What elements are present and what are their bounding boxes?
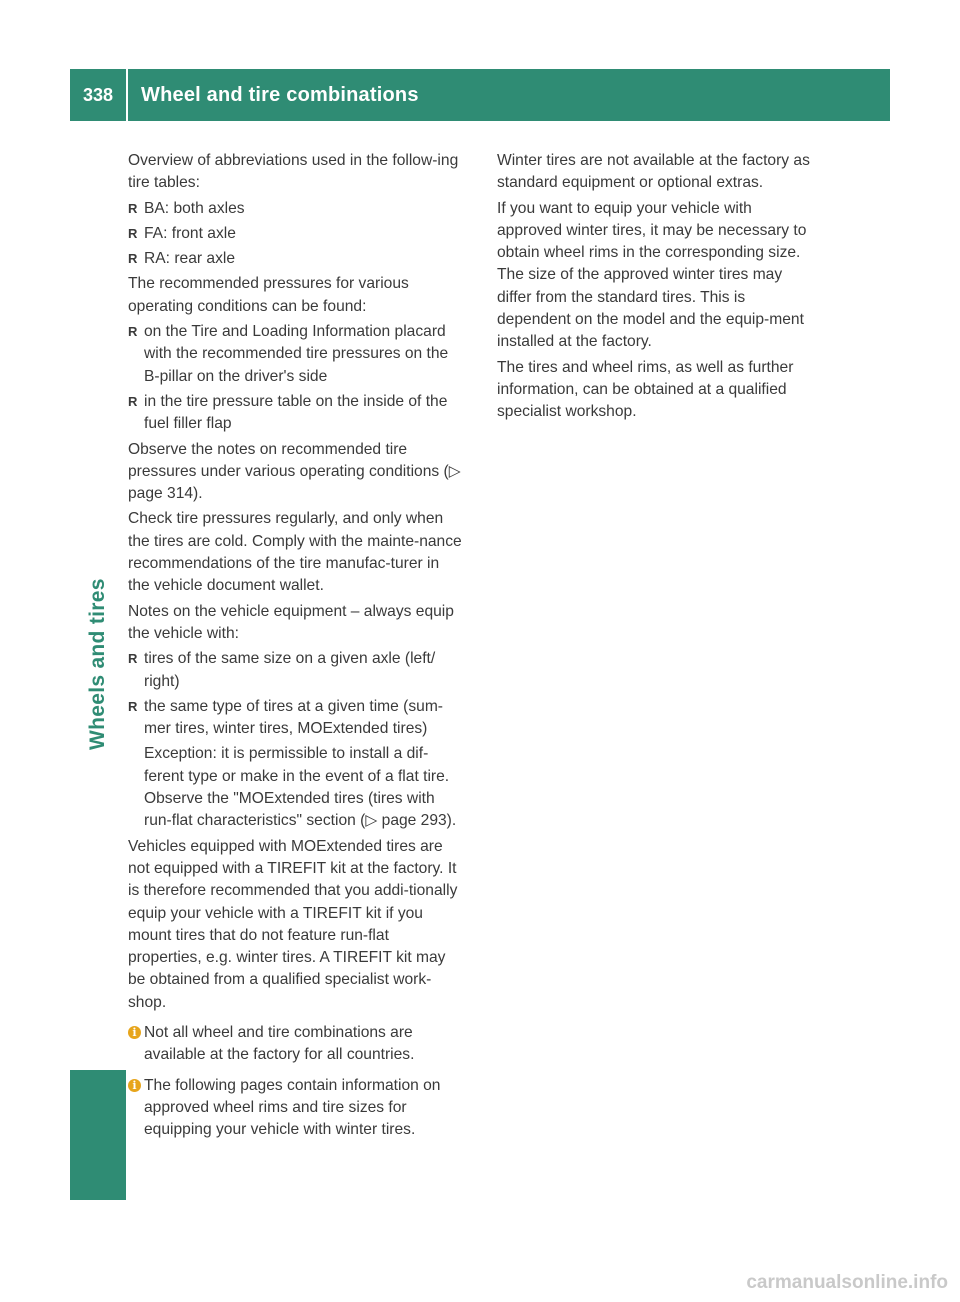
- list-item: R tires of the same size on a given axle (left/ right): [128, 650, 436, 690]
- list-item: R BA: both axles: [128, 198, 462, 220]
- list-item: R in the tire pressure table on the inside of the fuel filler flap: [128, 392, 448, 433]
- bullet-icon: R: [128, 698, 138, 714]
- bullet-icon: R: [128, 251, 138, 267]
- equipment-intro: Notes on the vehicle equipment – always equip the vehicle with:: [128, 602, 454, 642]
- header-divider: [126, 69, 128, 121]
- moextended-paragraph: Vehicles equipped with MOExtended tires are not equipped with a TIREFIT kit at the factory. It is therefore recommended that you addi-tionally equip your vehicle with a TIREFIT kit if you mount tires that do not feature run-flat properties, e.g. winter tires. A TIREFIT kit may be obtained from a qualified specialist work-shop.: [128, 837, 458, 1011]
- equipment-list: [128, 648, 462, 740]
- left-column: [128, 150, 462, 1144]
- bullet-icon: R: [128, 225, 138, 241]
- winter-equip-paragraph: If you want to equip your vehicle with approved winter tires, it may be necessary to obtain wheel rims in the corresponding size. The size of the approved winter tires may differ from the standard tires. This is dependent on the model and the equip-ment installed at the factory.: [497, 199, 807, 351]
- section-side-label-text: Wheels and tires: [86, 578, 109, 750]
- page-number: 338: [82, 84, 114, 105]
- check-pressure-paragraph: Check tire pressures regularly, and only when the tires are cold. Comply with the mainte-nance recommendations of the tire manufac-turer in the vehicle document wallet.: [128, 510, 462, 595]
- watermark: carmanualsonline.info: [746, 1272, 948, 1293]
- info-icon: i: [128, 1079, 141, 1092]
- bullet-icon: R: [128, 393, 138, 409]
- list-item: R the same type of tires at a given time (sum-mer tires, winter tires, MOExtended tires): [128, 697, 443, 738]
- bullet-icon: R: [128, 324, 138, 340]
- right-column: [497, 150, 815, 427]
- bullet-icon: R: [128, 651, 138, 667]
- pressure-location-list: [128, 321, 462, 435]
- pressure-intro: The recommended pressures for various operating conditions can be found:: [128, 275, 409, 315]
- abbrev-list: [128, 198, 462, 271]
- bullet-icon: R: [128, 200, 138, 216]
- info-icon: i: [128, 1026, 141, 1039]
- workshop-paragraph: The tires and wheel rims, as well as further information, can be obtained at a qualified specialist workshop.: [497, 358, 794, 421]
- page-title: Wheel and tire combinations: [141, 83, 419, 106]
- list-item: R RA: rear axle: [128, 248, 462, 270]
- section-side-label: [70, 170, 126, 820]
- pressure-notes-reference: Observe the notes on recommended tire pressures under various operating conditions (▷ page 314).: [128, 440, 461, 503]
- info-note-text: Not all wheel and tire combinations are available at the factory for all countries.: [144, 1023, 415, 1064]
- list-item: R on the Tire and Loading Information placard with the recommended tire pressures on the B-pillar on the driver's side: [128, 323, 449, 385]
- list-item: R FA: front axle: [128, 223, 462, 245]
- side-tab-block: [70, 1070, 126, 1200]
- info-note-text: The following pages contain information on approved wheel rims and tire sizes for equipping your vehicle with winter tires.: [144, 1076, 441, 1139]
- info-note: [128, 1022, 462, 1067]
- abbrev-intro: Overview of abbreviations used in the follow-ing tire tables:: [128, 152, 459, 192]
- info-note: [128, 1075, 462, 1142]
- winter-availability-paragraph: Winter tires are not available at the factory as standard equipment or optional extras.: [497, 152, 810, 192]
- exception-paragraph: Exception: it is permissible to install a dif-ferent type or make in the event of a flat tire. Observe the "MOExtended tires (tires with run-flat characteristics" section (▷ page 293).: [144, 745, 457, 830]
